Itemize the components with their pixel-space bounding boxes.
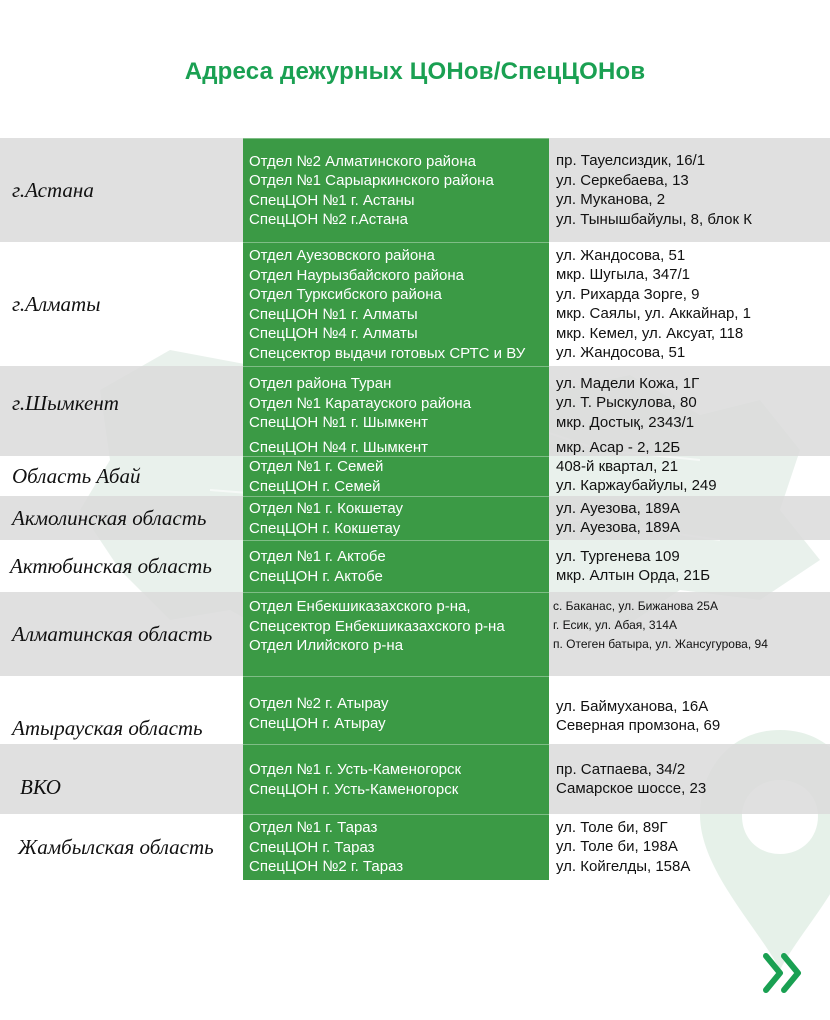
- addresses-cell: [556, 540, 828, 592]
- addresses-cell: [556, 676, 828, 750]
- office-name: Отдел Енбекшиказахского р-на,: [249, 598, 471, 615]
- offices-cell: [243, 242, 549, 366]
- office-name: Отдел №1 г. Семей: [249, 458, 384, 475]
- office-name: Отдел №1 г. Актобе: [249, 548, 386, 565]
- office-name: СпецЦОН №1 г. Шымкент: [249, 414, 428, 432]
- address: мкр. Достық, 2343/1: [556, 413, 695, 431]
- table-row: [0, 366, 830, 440]
- address: ул. Койгелды, 158А: [556, 857, 691, 875]
- offices-cell: [243, 496, 549, 540]
- table-row: [0, 456, 830, 496]
- table-row: [0, 242, 830, 366]
- table-row: [0, 138, 830, 242]
- addresses-cell: [556, 440, 828, 456]
- region-label: Актюбинская область: [10, 553, 212, 578]
- address: ул. Жандосова, 51: [556, 344, 686, 361]
- office-name: Отдел Илийского р-на: [249, 637, 404, 654]
- office-name: Отдел №2 Алматинского района: [249, 152, 477, 170]
- addresses-cell: [556, 456, 828, 496]
- address: ул. Мадели Кожа, 1Г: [556, 374, 700, 392]
- address: ул. Рихарда Зорге, 9: [556, 285, 700, 303]
- office-name: СпецЦОН №2 г. Тараз: [249, 858, 404, 876]
- address: Северная промзона, 69: [556, 717, 721, 734]
- region-label: ВКО: [20, 774, 61, 799]
- region-label: Атырауская область: [12, 715, 203, 740]
- offices-cell: [243, 676, 549, 744]
- address: ул. Каржаубайулы, 249: [556, 477, 717, 494]
- region-label: Алматинская область: [12, 621, 213, 646]
- addresses-cell: [556, 242, 828, 366]
- offices-cell: [243, 814, 549, 880]
- address: ул. Ауезова, 189А: [556, 499, 680, 517]
- office-name: Отдел района Туран: [249, 375, 392, 393]
- region-label: г.Шымкент: [12, 390, 119, 415]
- region-label: [12, 440, 242, 456]
- address: ул. Серкебаева, 13: [556, 171, 689, 189]
- address: пр. Тауелсиздик, 16/1: [556, 152, 706, 169]
- page-title: Адреса дежурных ЦОНов/СпецЦОНов: [184, 58, 646, 85]
- offices-cell: [243, 138, 549, 242]
- address: мкр. Асар - 2, 12Б: [556, 440, 681, 456]
- address: ул. Тургенева 109: [556, 547, 680, 565]
- address: ул. Ауезова, 189А: [556, 519, 680, 536]
- office-name: СпецЦОН г. Атырау: [249, 714, 386, 732]
- table-row: [0, 440, 830, 456]
- office-name: СпецЦОН г. Кокшетау: [249, 519, 401, 537]
- office-name: СпецЦОН №1 г. Астаны: [249, 191, 415, 209]
- addresses-cell: [556, 496, 828, 540]
- office-name: СпецЦОН г. Усть-Каменогорск: [249, 780, 459, 798]
- address: мкр. Шугыла, 347/1: [556, 266, 691, 283]
- address: ул. Баймуханова, 16А: [556, 697, 709, 715]
- table-row: [0, 744, 830, 814]
- region-label: г.Алматы: [12, 291, 101, 316]
- region-label: Жамбылская область: [18, 834, 214, 859]
- office-name: СпецЦОН г. Актобе: [249, 567, 383, 585]
- office-name: СпецЦОН №2 г.Астана: [249, 211, 408, 228]
- office-name: Отдел №2 г. Атырау: [249, 695, 389, 712]
- office-name: Отдел №1 Каратауского района: [249, 394, 472, 412]
- table-row: [0, 540, 830, 592]
- office-name: Отдел №1 г. Кокшетау: [249, 500, 404, 517]
- addresses-cell: [556, 814, 828, 880]
- office-name: СпецЦОН №4 г. Шымкент: [249, 440, 428, 456]
- address: пр. Сатпаева, 34/2: [556, 760, 686, 778]
- offices-cell: [243, 744, 549, 814]
- office-name: СпецЦОН г. Тараз: [249, 838, 375, 856]
- region-label: Область Абай: [12, 463, 141, 488]
- office-name: Отдел №1 Сарыаркинского района: [249, 172, 494, 189]
- addresses-cell: [556, 138, 828, 242]
- address: ул. Тынышбайулы, 8, блок К: [556, 210, 752, 228]
- address: мкр. Саялы, ул. Аккайнар, 1: [556, 305, 751, 322]
- addresses-cell: [556, 744, 828, 814]
- offices-cell: [243, 456, 549, 496]
- offices-cell: [243, 366, 549, 440]
- offices-cell: [243, 540, 549, 592]
- address: ул. Т. Рыскулова, 80: [556, 394, 697, 412]
- address: ул. Толе би, 89Г: [556, 818, 668, 836]
- office-name: Отдел Ауезовского района: [249, 247, 435, 264]
- table-row: [0, 496, 830, 540]
- table-row: [0, 592, 830, 676]
- offices-cell: [243, 592, 549, 676]
- address: Самарское шоссе, 23: [556, 780, 707, 797]
- offices-cell: [243, 440, 549, 456]
- address: ул. Муканова, 2: [556, 191, 666, 208]
- address: 408-й квартал, 21: [556, 457, 679, 475]
- office-name: СпецЦОН №1 г. Алматы: [249, 305, 418, 323]
- addresses-cell: [553, 592, 825, 681]
- address: с. Баканас, ул. Бижанова 25А: [553, 599, 718, 613]
- office-name: Отдел №1 г. Усть-Каменогорск: [249, 761, 462, 778]
- office-name: СпецЦОН г. Семей: [249, 477, 381, 495]
- office-name: Отдел Турксибского района: [249, 286, 442, 303]
- office-name: Отдел Наурызбайского района: [249, 266, 464, 284]
- office-name: Отдел №1 г. Тараз: [249, 819, 378, 837]
- region-label: Акмолинская область: [12, 505, 207, 530]
- office-name: Спецсектор выдачи готовых СРТС и ВУ: [249, 344, 526, 362]
- office-name: Спецсектор Енбекшиказахского р-на: [249, 617, 505, 635]
- addresses-cell: [556, 366, 828, 440]
- office-name: СпецЦОН №4 г. Алматы: [249, 325, 418, 342]
- address: п. Отеген батыра, ул. Жансугурова, 94: [553, 637, 768, 651]
- region-label: г.Астана: [12, 177, 94, 202]
- address: мкр. Кемел, ул. Аксуат, 118: [556, 324, 744, 342]
- address: ул. Толе би, 198А: [556, 838, 678, 856]
- address: г. Есик, ул. Абая, 314А: [553, 618, 677, 632]
- address: мкр. Алтын Орда, 21Б: [556, 567, 711, 584]
- table-row: [0, 676, 830, 744]
- table-row: [0, 814, 830, 880]
- address: ул. Жандосова, 51: [556, 246, 686, 264]
- double-chevron-right-icon[interactable]: [760, 950, 806, 996]
